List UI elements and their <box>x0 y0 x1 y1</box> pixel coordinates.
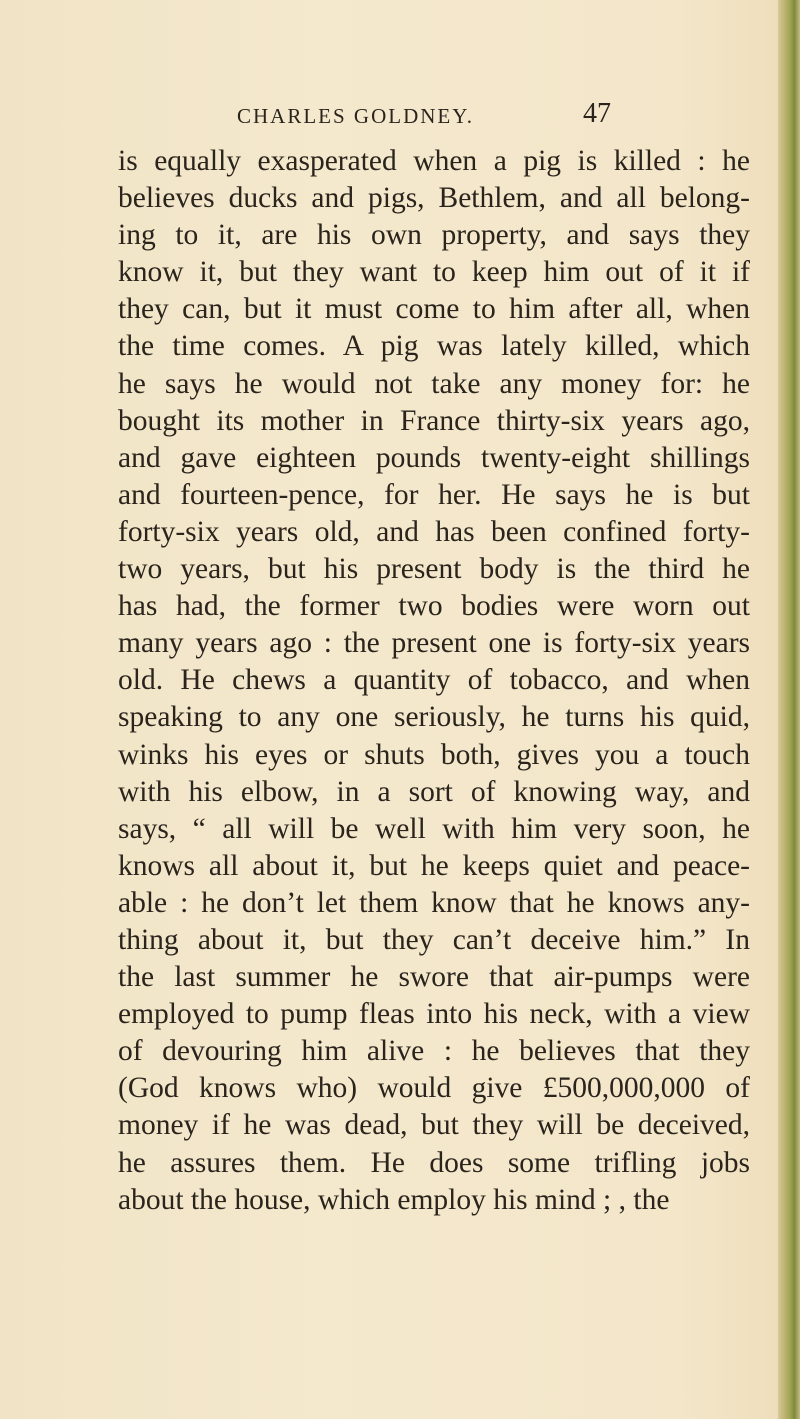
text-line: able : he don’t let them know that he knows any- <box>118 886 750 919</box>
text-line: bought its mother in France thirty-six years ago, <box>118 404 750 437</box>
text-line: with his elbow, in a sort of knowing way, and <box>118 775 750 808</box>
text-line: ing to it, are his own property, and says they <box>118 219 750 252</box>
text-line: know it, but they want to keep him out of it if <box>118 256 750 289</box>
text-line: employed to pump fleas into his neck, with a view <box>118 998 750 1031</box>
text-line: has had, the former two bodies were worn out <box>118 590 750 623</box>
text-line: money if he was dead, but they will be deceived, <box>118 1109 750 1142</box>
text-line: speaking to any one seriously, he turns his quid, <box>118 701 750 734</box>
text-line: and fourteen-pence, for her. He says he is but <box>118 478 750 511</box>
text-line: says, “ all will be well with him very soon, he <box>118 812 750 845</box>
text-line: he assures them. He does some trifling jobs <box>118 1146 750 1179</box>
text-line: about the house, which employ his mind ; , the <box>118 1183 670 1216</box>
text-line: he says he would not take any money for: he <box>118 367 750 400</box>
text-line: knows all about it, but he keeps quiet and peace- <box>118 849 750 882</box>
page-number: 47 <box>583 98 611 129</box>
text-line: is equally exasperated when a pig is killed : he <box>118 145 750 177</box>
page-edge <box>778 0 800 1419</box>
text-line: and gave eighteen pounds twenty-eight shillings <box>118 441 750 474</box>
text-line: (God knows who) would give £500,000,000 of <box>118 1072 750 1105</box>
text-line: forty-six years old, and has been confined forty- <box>118 515 750 548</box>
text-line: the time comes. A pig was lately killed, which <box>118 330 750 363</box>
text-line: of devouring him alive : he believes that they <box>118 1035 750 1068</box>
text-line: they can, but it must come to him after all, when <box>118 293 750 326</box>
text-line: old. He chews a quantity of tobacco, and when <box>118 664 750 697</box>
text-line: thing about it, but they can’t deceive him.” In <box>118 923 750 956</box>
text-line: winks his eyes or shuts both, gives you a touch <box>118 738 750 771</box>
body-text <box>118 143 750 1219</box>
text-line: the last summer he swore that air-pumps were <box>118 961 750 994</box>
text-line: believes ducks and pigs, Bethlem, and all belong- <box>118 182 750 215</box>
running-title: CHARLES GOLDNEY. <box>237 104 474 128</box>
page-header <box>0 98 800 138</box>
text-line: two years, but his present body is the third he <box>118 553 750 586</box>
text-line: many years ago : the present one is forty-six years <box>118 627 750 660</box>
